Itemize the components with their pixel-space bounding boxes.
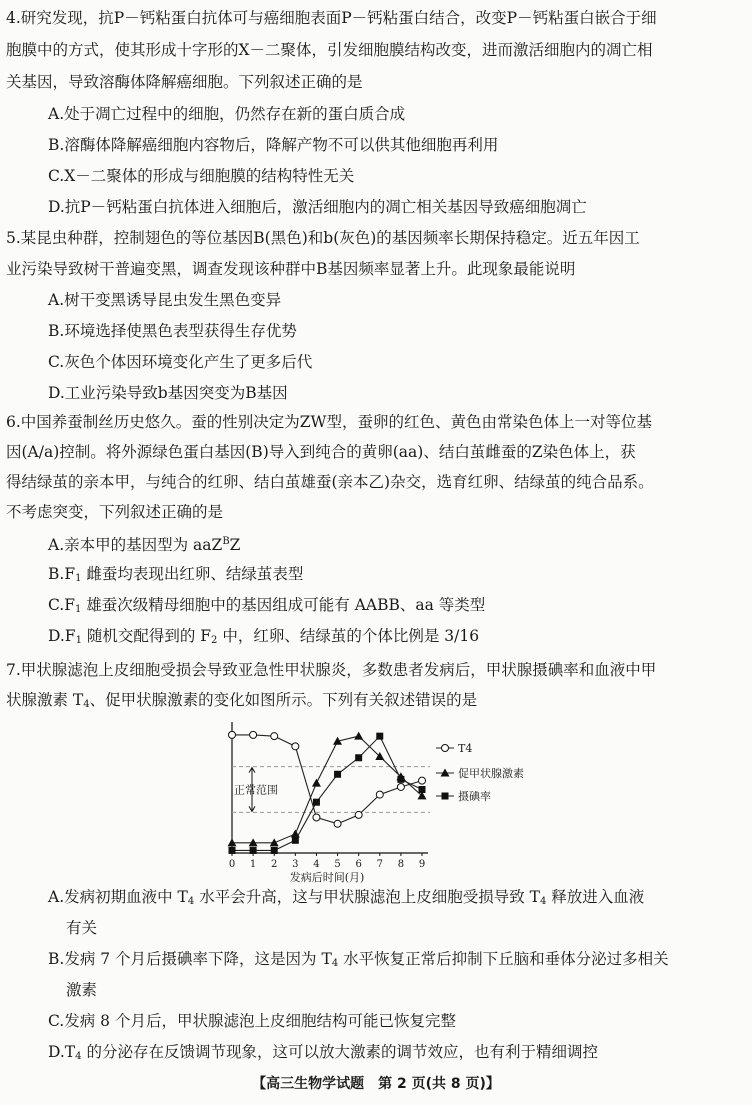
page-footer: 【高三生物学试题 第 2 页(共 8 页)】: [252, 1076, 500, 1092]
t4-point: [313, 814, 320, 821]
q6-stem-line-3: 得结绿茧的亲本甲，与纯合的红卵、结白茧雄蚕(亲本乙)杂交，选育红卵、结绿茧的纯合品系。: [6, 473, 654, 491]
q4-stem-line-2: 胞膜中的方式，使其形成十字形的X－二聚体，引发细胞膜结构改变，进而激活细胞内的凋亡相: [6, 41, 653, 59]
t4-point: [229, 731, 236, 738]
q4-stem-line-3: 关基因，导致溶酶体降解癌细胞。下列叙述正确的是: [6, 73, 363, 91]
q7-stem-line-2: 状腺激素 $T_4$、促甲状腺激素的变化如图所示。下列有关叙述错误的是: [6, 691, 478, 710]
q4-option-d: D.抗P－钙粘蛋白抗体进入细胞后，激活细胞内的凋亡相关基因导致癌细胞凋亡: [48, 198, 587, 216]
q6-option-d: $D.F_1$ 随机交配得到的 $F_2$ 中，红卵、结绿茧的个体比例是 3/16: [48, 627, 480, 646]
x-tick-label: 7: [376, 859, 383, 870]
q6-stem-line-1: 6.中国养蚕制丝历史悠久。蚕的性别决定为ZW型，蚕卵的红色、黄色由常染色体上一对等位基: [6, 413, 652, 431]
q6-option-c: $C.F_1$ 雄蚕次级精母细胞中的基因组成可能有 AABB、aa 等类型: [48, 596, 486, 615]
iodine-point: [292, 837, 299, 844]
q7-stem-line-1: 7.甲状腺滤泡上皮细胞受损会导致亚急性甲状腺炎，多数患者发病后，甲状腺摄碘率和血液中甲: [6, 661, 657, 679]
q5-stem-line-2: 业污染导致树干普遍变黑，调查发现该种群中B基因频率显著上升。此现象最能说明: [6, 260, 576, 278]
iodine-point: [397, 776, 404, 783]
t4-point: [419, 777, 426, 784]
q7-option-a-line-1: A.发病初期血液中 $T_4$ 水平会升高，这与甲状腺滤泡上皮细胞受损导致 $T_4$ 释放进入血液: [48, 888, 645, 907]
q5-option-d: D.工业污染导致b基因突变为B基因: [48, 384, 288, 402]
q7-option-b-line-1: B.发病 7 个月后摄碘率下降，这是因为 $T_4$ 水平恢复正常后抑制下丘脑和垂体分泌过多相关: [48, 950, 669, 969]
tsh-point: [312, 779, 321, 787]
legend-label-0: T4: [458, 742, 473, 755]
t4-point: [292, 743, 299, 750]
iodine-point: [271, 847, 278, 854]
t4-point: [355, 811, 362, 818]
q7-option-c: C.发病 8 个月后，甲状腺滤泡上皮细胞结构可能已恢复完整: [48, 1012, 456, 1030]
series-line-0: [232, 735, 422, 824]
tsh-point: [354, 732, 363, 740]
q4-option-b: B.溶酶体降解癌细胞内容物后，降解产物不可以供其他细胞再利用: [48, 136, 499, 154]
x-tick-label: 2: [271, 859, 278, 870]
iodine-point: [355, 754, 362, 761]
q5-option-a: A.树干变黑诱导昆虫发生黑色变异: [48, 291, 282, 309]
x-tick-label: 6: [355, 859, 362, 870]
q5-option-c: C.灰色个体因环境变化产生了更多后代: [48, 353, 313, 371]
legend-marker-iodine: [442, 793, 449, 800]
iodine-point: [419, 786, 426, 793]
t4-point: [271, 733, 278, 740]
x-tick-label: 8: [397, 859, 405, 870]
q4-stem-line-1: 4.研究发现，抗P－钙粘蛋白抗体可与癌细胞表面P－钙粘蛋白结合，改变P－钙粘蛋白嵌合于细: [6, 9, 657, 27]
t4-point: [250, 731, 257, 738]
x-tick-label: 5: [334, 859, 341, 870]
legend-label-1: 促甲状腺激素: [458, 767, 524, 780]
q5-option-b: B.环境选择使黑色表型获得生存优势: [48, 322, 297, 340]
legend-label-2: 摄碘率: [458, 790, 491, 803]
normal-range-label: 正常范围: [234, 783, 278, 797]
hormone-line-chart: [222, 718, 552, 883]
q7-option-a-line-2: 有关: [66, 919, 98, 937]
q4-option-c: C.X－二聚体的形成与细胞膜的结构特性无关: [48, 167, 355, 185]
iodine-point: [229, 847, 236, 854]
q6-option-a: A.亲本甲的基因型为 aaZ$^B$Z: [48, 536, 241, 554]
q6-stem-line-4: 不考虑突变，下列叙述正确的是: [6, 503, 224, 521]
iodine-point: [334, 771, 341, 778]
iodine-point: [313, 799, 320, 806]
q4-option-a: A.处于凋亡过程中的细胞，仍然存在新的蛋白质合成: [48, 105, 406, 123]
t4-point: [334, 820, 341, 827]
x-tick-label: 3: [292, 859, 299, 870]
iodine-point: [250, 847, 257, 854]
x-tick-label: 9: [418, 859, 426, 870]
x-tick-label: 4: [313, 859, 320, 870]
legend-marker-t4: [442, 745, 449, 752]
q6-stem-line-2: 因(A/a)控制。将外源绿色蛋白基因(B)导入到纯合的黄卵(aa)、结白茧雌蚕的Z染色体上，获: [6, 443, 636, 461]
t4-point: [376, 791, 383, 798]
iodine-point: [376, 733, 383, 740]
t4-point: [397, 783, 404, 790]
q6-option-b: $B.F_1$ 雌蚕均表现出红卵、结绿茧表型: [48, 565, 304, 584]
x-tick-label: 0: [228, 859, 236, 870]
q7-option-b-line-2: 激素: [66, 981, 98, 999]
x-axis-label: 发病后时间(月): [289, 871, 365, 883]
q5-stem-line-1: 5.某昆虫种群，控制翅色的等位基因B(黑色)和b(灰色)的基因频率长期保持稳定。近五年因工: [6, 229, 640, 247]
tsh-point: [291, 829, 300, 837]
x-tick-label: 1: [249, 859, 257, 870]
q7-option-d: $D.T_4$ 的分泌存在反馈调节现象，这可以放大激素的调节效应，也有利于精细调控: [48, 1043, 598, 1062]
